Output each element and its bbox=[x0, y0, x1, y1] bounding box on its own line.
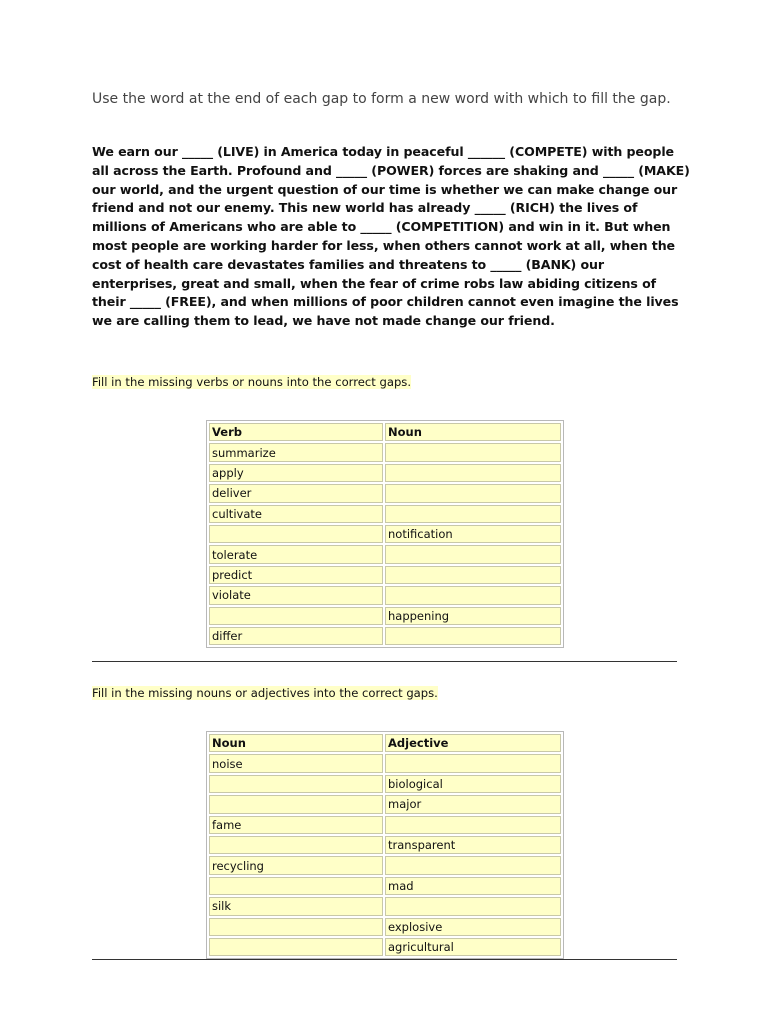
table-header-row bbox=[209, 423, 561, 441]
noun-cell bbox=[385, 545, 561, 563]
noun-cell bbox=[209, 938, 383, 956]
adjective-cell bbox=[385, 856, 561, 874]
noun-cell: happening bbox=[385, 607, 561, 625]
table-row bbox=[209, 918, 561, 936]
noun-cell bbox=[385, 464, 561, 482]
noun-cell: notification bbox=[385, 525, 561, 543]
adjective-cell: major bbox=[385, 795, 561, 813]
adjective-cell: biological bbox=[385, 775, 561, 793]
verb-cell: predict bbox=[209, 566, 383, 584]
noun-cell bbox=[385, 566, 561, 584]
verb-cell: deliver bbox=[209, 484, 383, 502]
table-row bbox=[209, 856, 561, 874]
noun-cell bbox=[209, 775, 383, 793]
verb-cell: tolerate bbox=[209, 545, 383, 563]
noun-cell bbox=[209, 918, 383, 936]
table-row bbox=[209, 627, 561, 645]
column-header-adjective: Adjective bbox=[385, 734, 561, 752]
verb-cell: violate bbox=[209, 586, 383, 604]
table-row bbox=[209, 566, 561, 584]
table-row bbox=[209, 754, 561, 772]
column-header-verb: Verb bbox=[209, 423, 383, 441]
verb-cell: cultivate bbox=[209, 505, 383, 523]
verb-cell: differ bbox=[209, 627, 383, 645]
section-divider bbox=[92, 959, 677, 960]
noun-cell bbox=[385, 586, 561, 604]
table-row bbox=[209, 816, 561, 834]
noun-cell: recycling bbox=[209, 856, 383, 874]
noun-cell bbox=[385, 484, 561, 502]
verb-cell: apply bbox=[209, 464, 383, 482]
table-row bbox=[209, 525, 561, 543]
verb-noun-table bbox=[206, 420, 564, 648]
column-header-noun: Noun bbox=[209, 734, 383, 752]
exercise-intro: Use the word at the end of each gap to form a new word with which to fill the gap. bbox=[92, 91, 671, 107]
table-row bbox=[209, 505, 561, 523]
verb-cell: summarize bbox=[209, 443, 383, 461]
noun-cell bbox=[209, 877, 383, 895]
table-row bbox=[209, 545, 561, 563]
exercise1-instruction bbox=[92, 375, 411, 390]
adjective-cell: transparent bbox=[385, 836, 561, 854]
adjective-cell: explosive bbox=[385, 918, 561, 936]
adjective-cell: mad bbox=[385, 877, 561, 895]
adjective-cell bbox=[385, 754, 561, 772]
adjective-cell bbox=[385, 816, 561, 834]
verb-cell bbox=[209, 607, 383, 625]
adjective-cell bbox=[385, 897, 561, 915]
noun-cell bbox=[385, 627, 561, 645]
noun-cell bbox=[385, 443, 561, 461]
noun-cell bbox=[385, 505, 561, 523]
table-row bbox=[209, 897, 561, 915]
table-row bbox=[209, 586, 561, 604]
table-row bbox=[209, 877, 561, 895]
table-row bbox=[209, 607, 561, 625]
table-row bbox=[209, 775, 561, 793]
noun-cell: noise bbox=[209, 754, 383, 772]
exercise2-instruction-text: Fill in the missing nouns or adjectives into the correct gaps. bbox=[92, 686, 438, 700]
noun-cell: silk bbox=[209, 897, 383, 915]
noun-cell bbox=[209, 836, 383, 854]
table-row bbox=[209, 836, 561, 854]
noun-cell bbox=[209, 795, 383, 813]
noun-cell: fame bbox=[209, 816, 383, 834]
exercise1-instruction-text: Fill in the missing verbs or nouns into the correct gaps. bbox=[92, 375, 412, 389]
column-header-noun: Noun bbox=[385, 423, 561, 441]
table-row bbox=[209, 938, 561, 956]
exercise2-instruction bbox=[92, 686, 438, 701]
section-divider bbox=[92, 661, 677, 662]
verb-cell bbox=[209, 525, 383, 543]
table-row bbox=[209, 464, 561, 482]
adjective-cell: agricultural bbox=[385, 938, 561, 956]
table-header-row bbox=[209, 734, 561, 752]
gap-fill-passage: We earn our _____ (LIVE) in America today in peaceful ______ (COMPETE) with people all across the Earth. Profound and _____ (POWER) forces are shaking and _____ (MAKE) our world, and the urgent question of our time is whether we can make change our friend and not our enemy. This new world has already _____ (RICH) the lives of millions of Americans who are able to _____ (COMPETITION) and win in it. But when most people are working harder for less, when others cannot work at all, when the cost of health care devastates families and threatens to _____ (BANK) our enterprises, great and small, when the fear of crime robs law abiding citizens of their _____ (FREE), and when millions of poor children cannot even imagine the lives we are calling them to lead, we have not made change our friend. bbox=[92, 144, 690, 329]
table-row bbox=[209, 443, 561, 461]
table-row bbox=[209, 484, 561, 502]
table-row bbox=[209, 795, 561, 813]
noun-adjective-table bbox=[206, 731, 564, 959]
